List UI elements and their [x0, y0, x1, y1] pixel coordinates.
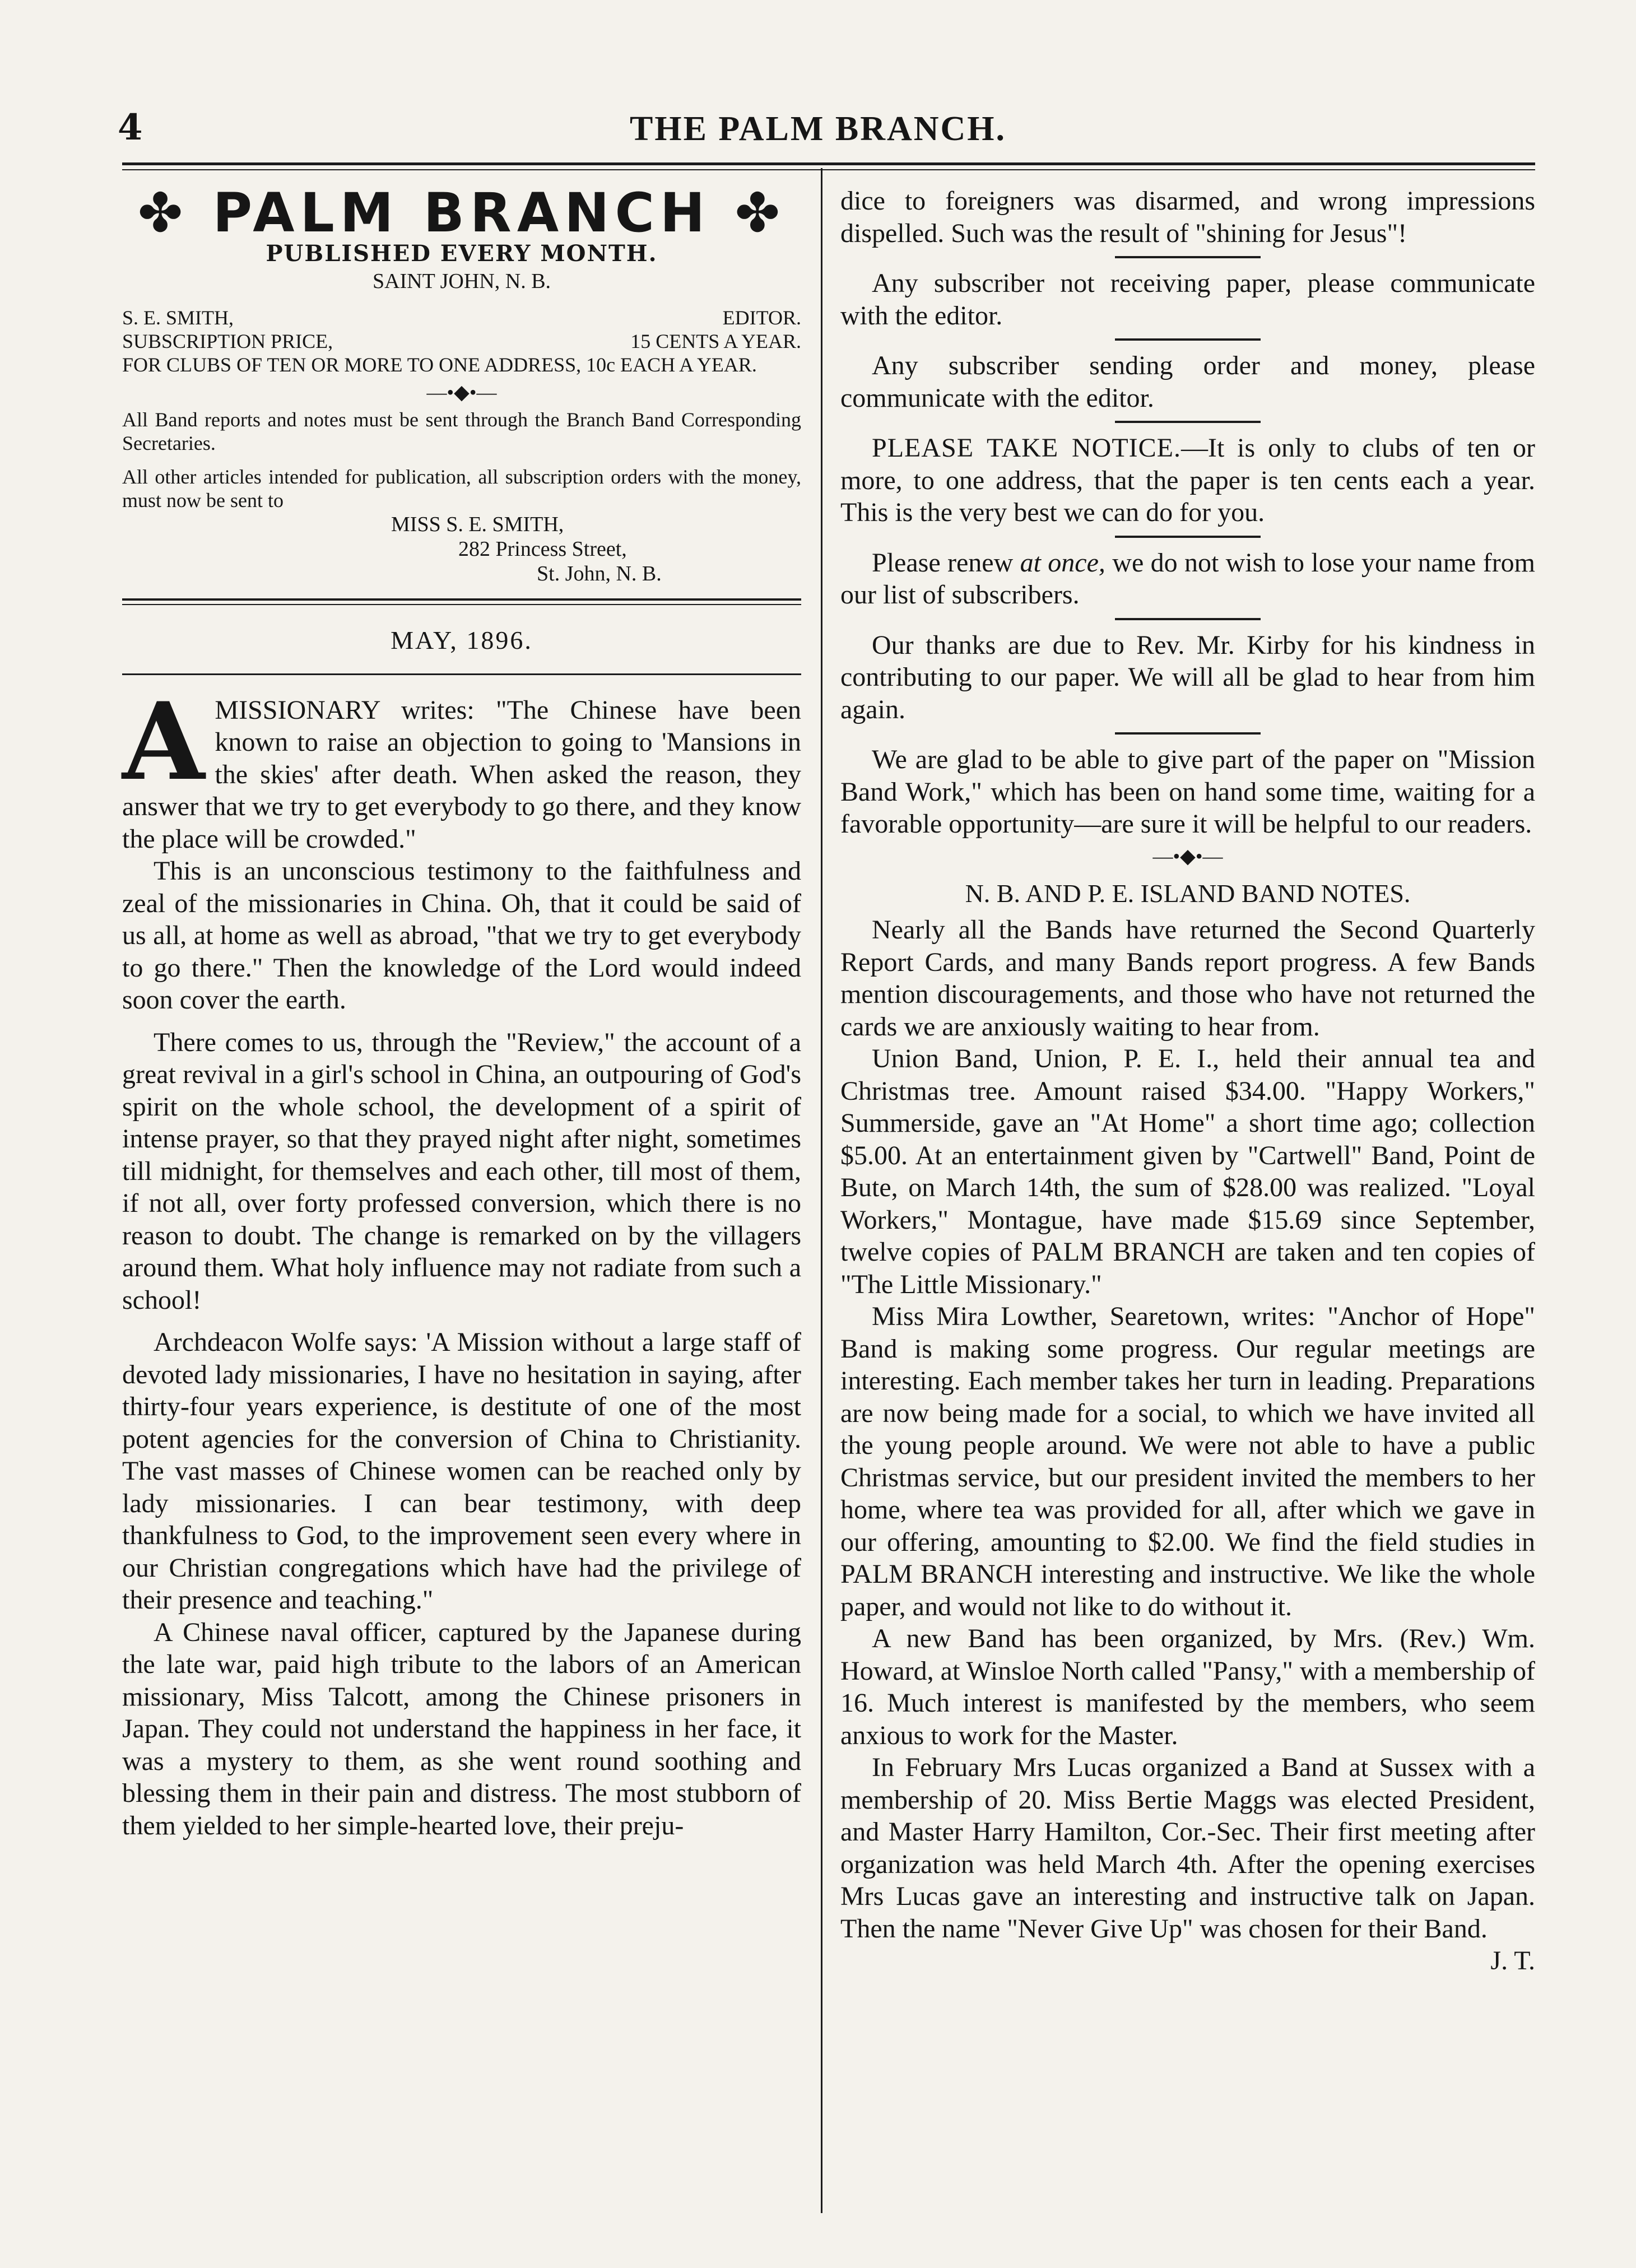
- band-note-paragraph: A new Band has been organized, by Mrs. (Rev.) Wm. Howard, at Winsloe North called "Pansy," with a membership of 16. Much interest is manifested by the members, who seem anxious to work for the Master.: [840, 1624, 1535, 1750]
- masthead-bottom-rule: [122, 598, 801, 601]
- article-paragraph: There comes to us, through the "Review," the account of a great revival in a girl's school in China, an outpouring of God's spirit on the whole school, the development of a spirit of intense prayer, so that they prayed night after night, sometimes till midnight, for themselves and each other, till most of them, if not all, over forty professed conversion, which there is no reason to doubt. The change is remarked on by the villagers around them. What holy influence may not radiate from such a school!: [122, 1027, 801, 1315]
- notice-paragraph: We are glad to be able to give part of the paper on "Mission Band Work," which has been on hand some time, waiting for a favorable opportunity—are sure it will be helpful to our readers.: [840, 745, 1535, 839]
- header-rule-thin: [122, 169, 1535, 170]
- band-reports-notice: All Band reports and notes must be sent through the Branch Band Corresponding Secretaries.: [122, 408, 801, 454]
- article-paragraph: This is an unconscious testimony to the faithfulness and zeal of the missionaries in China. Oh, that it could be said of us all, at home as well as abroad, "that we try to get everybody to go there." Then the knowledge of the Lord would indeed soon cover the earth.: [122, 856, 801, 1015]
- issue-date: MAY, 1896.: [391, 626, 533, 654]
- drop-cap: A: [122, 678, 205, 804]
- band-notes-heading: N. B. AND P. E. ISLAND BAND NOTES.: [965, 879, 1411, 908]
- section-ornament: —•◆•—: [1152, 844, 1223, 867]
- notice-rule: [1115, 338, 1261, 341]
- article-paragraph: A Chinese naval officer, captured by the Japanese during the late war, paid high tribute to the labors of an American missionary, Miss Talcott, among the Chinese prisoners in Japan. They could not understand the happiness in her face, it was a mystery to them, as she went round soothing and blessing them in their pain and distress. The most stubborn of them yielded to her simple-hearted love, their preju-: [122, 1617, 801, 1841]
- signature: J. T.: [1490, 1946, 1535, 1976]
- header-rule: [122, 162, 1535, 165]
- masthead-ornament: —•◆•—: [426, 381, 497, 403]
- notice-rule: [1115, 256, 1261, 258]
- other-articles-notice: All other articles intended for publication, all subscription orders with the money, must now be sent to: [122, 466, 801, 512]
- notice-rule: [1115, 618, 1261, 620]
- notice-rule: [1115, 732, 1261, 735]
- clubs-line: FOR CLUBS OF TEN OR MORE TO ONE ADDRESS, 10c EACH A YEAR.: [122, 354, 757, 376]
- editor-name: S. E. SMITH,: [122, 306, 234, 329]
- address-name: MISS S. E. SMITH,: [391, 513, 564, 536]
- price-line: [122, 329, 801, 353]
- notice-paragraph: Any subscriber sending order and money, please communicate with the editor.: [840, 351, 1535, 413]
- running-title: THE PALM BRANCH.: [629, 110, 1007, 148]
- notice-lead: PLEASE TAKE NOTICE.: [872, 433, 1181, 463]
- article-continuation: dice to foreigners was disarmed, and wrong impressions dispelled. Such was the result of "shining for Jesus"!: [840, 186, 1535, 248]
- notice-rule: [1115, 536, 1261, 538]
- band-note-paragraph: Union Band, Union, P. E. I., held their annual tea and Christmas tree. Amount raised $34.00. "Happy Workers," Summerside, gave an "At Home" a short time ago; collection $5.00. At an entertainment given by "Cartwell" Band, Point de Bute, on March 14th, the sum of $28.00 was realized. "Loyal Workers," Montague, have made $15.69 since September, twelve copies of PALM BRANCH are taken and ten copies of "The Little Missionary.": [840, 1044, 1535, 1299]
- page-number: 4: [118, 106, 143, 148]
- date-rule: [122, 673, 801, 675]
- notice-rule: [1115, 421, 1261, 423]
- price-value: 15 CENTS A YEAR.: [630, 330, 801, 352]
- notice-paragraph: Any subscriber not receiving paper, please communicate with the editor.: [840, 268, 1535, 331]
- masthead-city: SAINT JOHN, N. B.: [372, 269, 551, 293]
- masthead-bottom-rule-thin: [122, 604, 801, 605]
- masthead-subtitle: PUBLISHED EVERY MONTH.: [266, 240, 658, 267]
- article-paragraph: Archdeacon Wolfe says: 'A Mission without a large staff of devoted lady missionaries, I have no hesitation in saying, after thirty-four years experience, is destitute of one of the most potent agencies for the conversion of China to Christianity. The vast masses of Chinese women can be reached only by lady missionaries. I can bear testimony, with deep thankfulness to God, to the improvement seen every where in our Christian congregations which have had the privilege of their presence and teaching.": [122, 1327, 801, 1615]
- left-column: [122, 182, 801, 1842]
- band-note-paragraph: In February Mrs Lucas organized a Band at Sussex with a membership of 20. Miss Bertie Maggs was elected President, and Master Harry Hamilton, Cor.-Sec. Their first meeting after organization was held March 4th. After the opening exercises Mrs Lucas gave an interesting and instructive talk on Japan. Then the name "Never Give Up" was chosen for their Band.: [840, 1753, 1535, 1944]
- address-street: 282 Princess Street,: [458, 537, 627, 561]
- notice-paragraph: Our thanks are due to Rev. Mr. Kirby for his kindness in contributing to our paper. We will all be glad to hear from him again.: [840, 630, 1535, 724]
- price-label: SUBSCRIPTION PRICE,: [122, 330, 333, 352]
- editor-line: [122, 306, 801, 329]
- band-note-paragraph: Miss Mira Lowther, Searetown, writes: "Anchor of Hope" Band is making some progress. Our regular meetings are interesting. Each member takes her turn in leading. Preparations are now being made for a social, to which we have invited all the young people around. We were not able to have a public Christmas service, but our president invited the members to her home, where tea was provided for all, after which we gave in our offering, amounting to $2.00. We find the field studies in PALM BRANCH interesting and instructive. We like the whole paper, and would not like to do without it.: [840, 1302, 1535, 1621]
- editor-role: EDITOR.: [722, 306, 801, 329]
- masthead-title: ✤ PALM BRANCH ✤: [137, 182, 786, 244]
- address-city: St. John, N. B.: [537, 562, 662, 585]
- article-paragraph: AMISSIONARY writes: "The Chinese have been known to raise an objection to going to 'Mansions in the skies' after death. When asked the reason, they answer that we try to get everybody to go there, and they know the place will be crowded.": [122, 678, 801, 854]
- address-block: [122, 512, 801, 586]
- column-divider: [821, 168, 822, 2213]
- emphasis: at once,: [1020, 547, 1105, 578]
- notice-paragraph: Please renew at once, we do not wish to lose your name from our list of subscribers.: [840, 547, 1536, 610]
- right-column: [840, 185, 1535, 1977]
- band-note-paragraph: Nearly all the Bands have returned the Second Quarterly Report Cards, and many Bands report progress. A few Bands mention discouragements, and those who have not returned the cards we are anxiously waiting to hear from.: [840, 915, 1535, 1042]
- notice-paragraph: PLEASE TAKE NOTICE.—It is only to clubs of ten or more, to one address, that the paper is ten cents each a year. This is the very best we can do for you.: [840, 433, 1535, 527]
